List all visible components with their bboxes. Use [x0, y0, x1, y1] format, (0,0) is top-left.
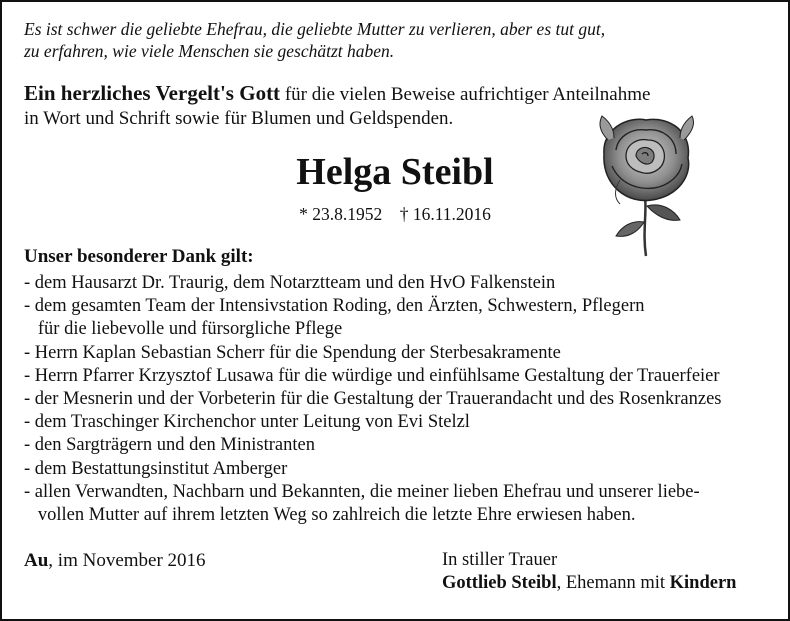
list-item: - dem Bestattungsinstitut Amberger — [24, 458, 288, 479]
deceased-name: Helga Steibl — [296, 151, 494, 193]
death-date: † 16.11.2016 — [399, 204, 491, 224]
thanks-line-rest: für die vielen Beweise aufrichtiger Anteilnahme — [280, 84, 651, 105]
intro-line: Es ist schwer die geliebte Ehefrau, die geliebte Mutter zu verlieren, aber es tut gut, — [24, 19, 606, 39]
list-item: - dem gesamten Team der Intensivstation Roding, den Ärzten, Schwestern, Pflegern — [24, 296, 645, 317]
thanks-line — [24, 81, 764, 107]
thanks-headline: Ein herzliches Vergelt's Gott — [24, 81, 281, 105]
list-item: - Herrn Pfarrer Krzysztof Lusawa für die würdige und einfühlsame Gestaltung der Trauerfeier — [24, 365, 720, 386]
signature-block — [442, 549, 736, 595]
list-item: - dem Traschinger Kirchenchor unter Leitung von Evi Stelzl — [24, 412, 470, 433]
life-dates — [242, 203, 548, 225]
thanks-line: in Wort und Schrift sowie für Blumen und Geldspenden. — [24, 108, 454, 129]
place-date — [24, 549, 206, 573]
list-item: - allen Verwandten, Nachbarn und Bekannten, die meiner lieben Ehefrau und unserer liebe- — [24, 481, 700, 502]
special-thanks-heading: Unser besonderer Dank gilt: — [24, 246, 254, 267]
signer-name: Gottlieb Steibl — [442, 573, 557, 593]
list-item: - dem Hausarzt Dr. Traurig, dem Notarztteam und den HvO Falkenstein — [24, 273, 556, 293]
list-item: - der Mesnerin und der Vorbeterin für die Gestaltung der Trauerandacht und des Rosenkranzes — [24, 388, 722, 409]
date-text: , im November 2016 — [48, 550, 206, 571]
mourning-line: In stiller Trauer — [442, 550, 558, 570]
intro-text — [24, 18, 764, 62]
list-item: - den Sargträgern und den Ministranten — [24, 435, 315, 456]
list-item: für die liebevolle und fürsorgliche Pflege — [24, 319, 343, 340]
signer-children: Kindern — [669, 573, 737, 593]
signer-line — [442, 572, 736, 595]
special-thanks-list — [24, 272, 784, 527]
list-item: vollen Mutter auf ihrem letzten Weg so zahlreich die letzte Ehre erwiesen haben. — [24, 504, 636, 525]
birth-date: * 23.8.1952 — [299, 204, 383, 224]
list-item: - Herrn Kaplan Sebastian Scherr für die Spendung der Sterbesakramente — [24, 342, 561, 363]
rose-icon — [592, 110, 700, 258]
intro-line: zu erfahren, wie viele Menschen sie geschätzt haben. — [24, 41, 395, 61]
signer-relation: , Ehemann mit — [556, 573, 670, 593]
place: Au — [24, 550, 49, 571]
